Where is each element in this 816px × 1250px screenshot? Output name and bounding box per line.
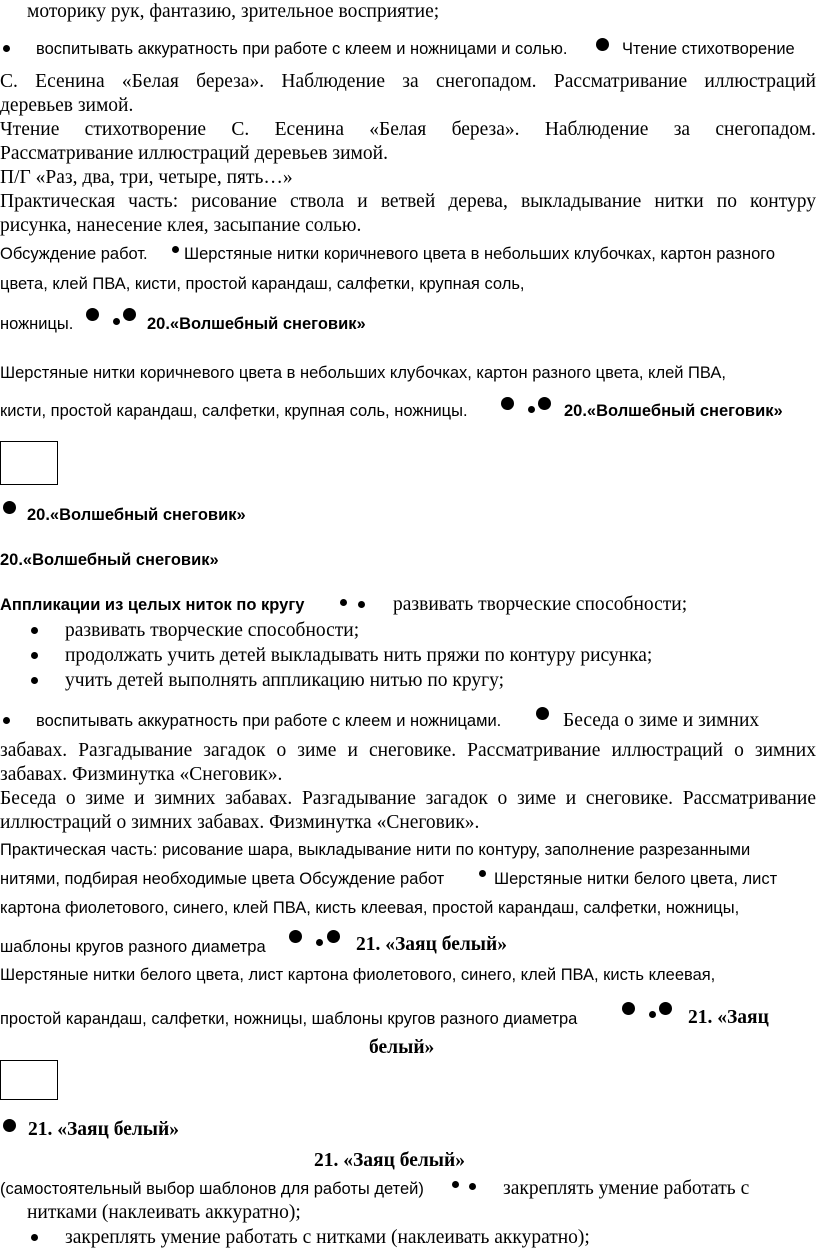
text-line: рисунка, нанесение клея, засыпание солью. xyxy=(0,215,362,236)
bullet-icon xyxy=(469,1183,476,1190)
text-line: Практическая часть: рисование шара, выкладывание нити по контуру, заполнение разрезанными xyxy=(0,841,751,859)
bullet-icon xyxy=(172,246,179,253)
text-line: П/Г «Раз, два, три, четыре, пять…» xyxy=(0,167,293,188)
list-item: учить детей выполнять аппликацию нитью по кругу; xyxy=(65,670,505,691)
heading: 21. «Заяц xyxy=(688,1007,769,1028)
heading: белый» xyxy=(369,1037,435,1058)
bullet-icon xyxy=(3,717,10,724)
bullet-icon xyxy=(622,1002,635,1015)
list-item: продолжать учить детей выкладывать нить пряжи по контуру рисунка; xyxy=(65,645,653,666)
heading: 21. «Заяц белый» xyxy=(314,1150,466,1171)
heading: 20.«Волшебный снеговик» xyxy=(564,402,783,420)
text-line: простой карандаш, салфетки, ножницы, шаблоны кругов разного диаметра xyxy=(0,1010,578,1028)
text-line: развивать творческие способности; xyxy=(393,594,688,615)
list-item: развивать творческие способности; xyxy=(65,620,360,641)
heading: 20.«Волшебный снеговик» xyxy=(147,315,366,333)
text-line: забавах. Физминутка «Снеговик». xyxy=(0,764,283,785)
bullet-icon xyxy=(31,1234,38,1241)
empty-box xyxy=(0,441,58,485)
text-line: забавах. Разгадывание загадок о зиме и снеговике. Рассматривание иллюстраций о зимних xyxy=(0,740,816,761)
text-line: деревьев зимой. xyxy=(0,95,134,116)
heading: 20.«Волшебный снеговик» xyxy=(27,506,246,524)
bullet-icon xyxy=(31,627,38,634)
bullet-icon xyxy=(596,38,609,51)
bullet-icon xyxy=(528,406,535,413)
bullet-icon xyxy=(479,870,486,877)
bullet-icon xyxy=(659,1002,672,1015)
text-line: Шерстяные нитки коричневого цвета в небольших клубочках, картон разного xyxy=(184,245,776,263)
text-line: шаблоны кругов разного диаметра xyxy=(0,938,266,956)
text-line: закреплять умение работать с xyxy=(503,1178,750,1199)
text-line: воспитывать аккуратность при работе с клеем и ножницами и солью. xyxy=(36,40,568,58)
text-line: Шерстяные нитки белого цвета, лист картона фиолетового, синего, клей ПВА, кисть клеевая, xyxy=(0,966,716,984)
text-line: Беседа о зиме и зимних забавах. Разгадывание загадок о зиме и снеговике. Рассматривание xyxy=(0,788,816,809)
empty-box xyxy=(0,1060,58,1100)
bullet-icon xyxy=(123,308,136,321)
text-line: цвета, клей ПВА, кисти, простой карандаш, салфетки, крупная соль, xyxy=(0,275,525,293)
bullet-icon xyxy=(289,930,302,943)
text-line: Шерстяные нитки белого цвета, лист xyxy=(494,870,778,888)
text-line: ножницы. xyxy=(0,315,74,333)
bullet-icon xyxy=(316,939,323,946)
text-line: моторику рук, фантазию, зрительное восприятие; xyxy=(27,1,440,22)
bullet-icon xyxy=(3,1119,16,1132)
bullet-icon xyxy=(358,601,365,608)
text-line: С. Есенина «Белая береза». Наблюдение за снегопадом. Рассматривание иллюстраций xyxy=(0,71,816,92)
text-line: Беседа о зиме и зимних xyxy=(563,710,760,731)
text-line: Чтение стихотворение С. Есенина «Белая береза». Наблюдение за снегопадом. xyxy=(0,119,816,140)
text-line: Шерстяные нитки коричневого цвета в небольших клубочках, картон разного цвета, клей ПВА, xyxy=(0,364,726,382)
text-line: иллюстраций о зимних забавах. Физминутка «Снеговик». xyxy=(0,812,480,833)
bullet-icon xyxy=(501,397,514,410)
bullet-icon xyxy=(538,397,551,410)
text-line: Обсуждение работ. xyxy=(0,245,148,263)
bullet-icon xyxy=(452,1181,459,1188)
bullet-icon xyxy=(113,318,120,325)
heading: 20.«Волшебный снеговик» xyxy=(0,551,219,569)
bullet-icon xyxy=(86,308,99,321)
text-line: кисти, простой карандаш, салфетки, крупная соль, ножницы. xyxy=(0,402,468,420)
text-line: Рассматривание иллюстраций деревьев зимой. xyxy=(0,143,388,164)
text-line: воспитывать аккуратность при работе с клеем и ножницами. xyxy=(36,712,502,730)
text-line: картона фиолетового, синего, клей ПВА, кисть клеевая, простой карандаш, салфетки, ножницы, xyxy=(0,899,740,917)
bullet-icon xyxy=(31,652,38,659)
text-line: нитями, подбирая необходимые цвета Обсуждение работ xyxy=(0,870,445,888)
text-line: Чтение стихотворение xyxy=(622,40,795,58)
text-line: Практическая часть: рисование ствола и ветвей дерева, выкладывание нитки по контуру xyxy=(0,191,816,212)
bullet-icon xyxy=(3,45,10,52)
bullet-icon xyxy=(31,677,38,684)
list-item: закреплять умение работать с нитками (наклеивать аккуратно); xyxy=(65,1227,590,1248)
heading: 21. «Заяц белый» xyxy=(28,1119,180,1140)
text-line: нитками (наклеивать аккуратно); xyxy=(27,1202,301,1223)
bullet-icon xyxy=(3,501,16,514)
bullet-icon xyxy=(536,707,549,720)
text-line: (самостоятельный выбор шаблонов для работы детей) xyxy=(0,1180,424,1198)
heading: 21. «Заяц белый» xyxy=(356,934,508,955)
heading: Аппликации из целых ниток по кругу xyxy=(0,596,305,614)
bullet-icon xyxy=(340,599,347,606)
bullet-icon xyxy=(649,1011,656,1018)
bullet-icon xyxy=(327,930,340,943)
